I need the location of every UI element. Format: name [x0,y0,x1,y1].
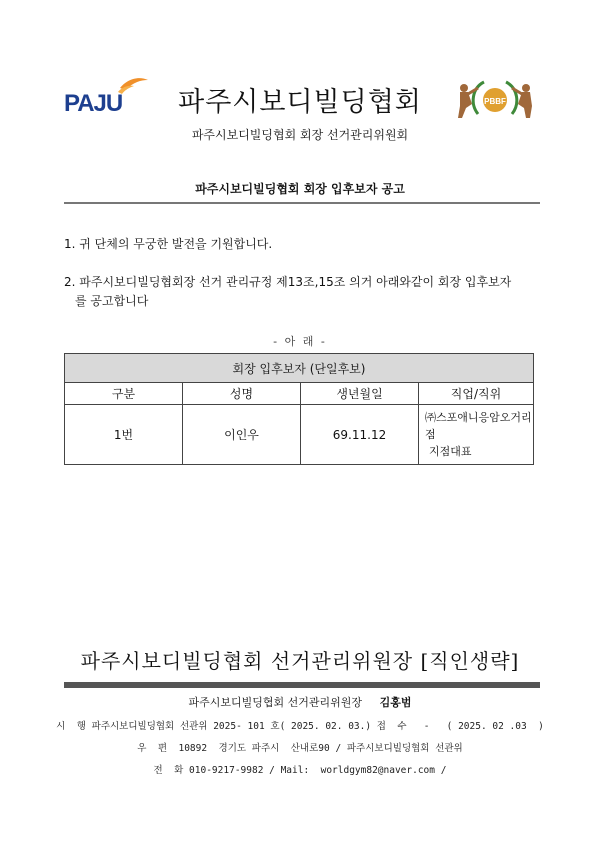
committee-subtitle: 파주시보디빌딩협회 회장 선거관리위원회 [191,128,409,142]
header-birth: 생년월일 [301,383,419,405]
candidate-table [64,353,534,465]
chair-title: 파주시보디빌딩협회 선거관리위원장 [188,696,363,709]
cell-job-line-2: 지점대표 [429,445,472,458]
notice-title: 파주시보디빌딩협회 회장 입후보자 공고 [195,182,405,196]
org-title: 파주시보디빌딩협회 [178,87,422,118]
footer-divider [64,682,540,688]
issue-info-line: 시 행 파주시보디빌딩협회 선관위 2025- 101 호( 2025. 02. 03.) 접 수 - ( 2025. 02 .03 ) [56,721,544,732]
paragraph-2-line-2: 를 공고합니다 [75,294,149,308]
table-caption: 회장 입후보자 (단일후보) [65,354,534,383]
paragraph-2 [64,273,542,311]
cell-job [419,405,534,465]
cell-birth: 69.11.12 [301,405,419,465]
header-name: 성명 [183,383,301,405]
address-line: 우 편 10892 경기도 파주시 산내로90 / 파주시보디빌딩협회 선관위 [137,743,463,754]
contact-line: 전 화 010-9217-9982 / Mail: worldgym82@naver.com / [153,765,447,776]
svg-text:PBBF: PBBF [484,97,506,106]
pbbf-emblem-icon [456,74,534,122]
title-divider [64,202,540,204]
paragraph-1: 1. 귀 단체의 무궁한 발전을 기원합니다. [64,237,273,251]
remarks-heading: - 아 래 - [273,335,327,348]
header-job: 직업/직위 [419,383,534,405]
table-row [65,405,534,465]
cell-name: 이인우 [183,405,301,465]
paragraph-2-line-1: 2. 파주시보디빌딩협회장 선거 관리규정 제13조,15조 의거 아래와같이 회장 입후보자 [64,275,512,289]
chair-signature-line: 파주시보디빌딩협회 선거관리위원장 [직인생략] [80,649,520,673]
paju-logo-text: PAJU [64,90,123,117]
cell-job-line-1: ㈜스포애니응암오거리점 [425,411,532,441]
chair-name: 김홍범 [379,696,412,709]
chair-name-line [0,694,600,710]
pbbf-logo [456,74,534,122]
cell-number: 1번 [65,405,183,465]
header-number: 구분 [65,383,183,405]
